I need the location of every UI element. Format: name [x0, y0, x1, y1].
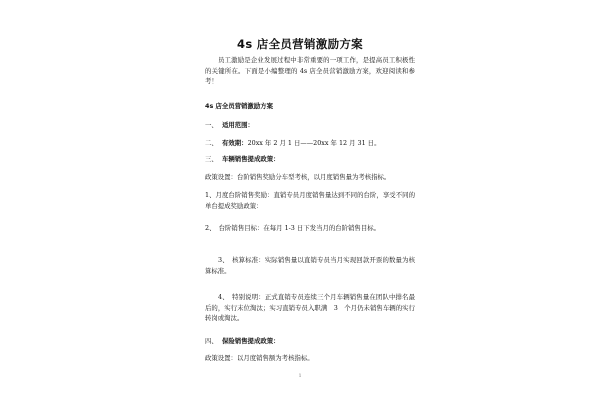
- section-number: 一、: [205, 121, 218, 129]
- section-label: 保险销售提成政策：: [222, 337, 280, 345]
- item-monthly-reward: 1、月度台阶销售奖励：直销专员月度销售量达到不同的台阶，享受不同的单台提成奖励政策：: [205, 191, 415, 210]
- item-accounting-standard: 3、 核算标准：实际销售量以直销专员当月实现回款开票的数量为核算标准。: [205, 256, 415, 275]
- intro-paragraph: 员工激励是企业发展过程中非常重要的一项工作，是提高员工积极性的关键所在。下面是小编整理的 4s 店全员营销激励方案，欢迎阅读和参考！: [205, 56, 415, 85]
- section-vehicle-commission: [205, 154, 280, 164]
- item-special-note: 4、 特别说明：正式直销专员连续三个月车辆销售量在团队中排名最后的，实行末位淘汰；实习直销专员入职满 3 个月仍未销售车辆的实行转岗或淘汰。: [205, 293, 415, 322]
- item-sales-target: 2、 台阶销售目标：在每月 1-3 日下发当月的台阶销售目标。: [205, 224, 380, 232]
- section-text: 20xx 年 2 月 1 日——20xx 年 12 月 31 日。: [247, 139, 381, 147]
- page-number: 1: [298, 374, 302, 379]
- policy-paragraph-vehicle: 政策设置：台阶销售奖励分车型考核，以月度销售量为考核指标。: [205, 173, 391, 181]
- plan-subtitle: 4s 店全员营销激励方案: [205, 102, 273, 110]
- section-scope: [205, 120, 254, 130]
- section-number: 三、: [205, 155, 218, 163]
- document-title: 4s 店全员营销激励方案: [237, 37, 363, 51]
- section-label: 有效期：: [222, 139, 248, 147]
- section-insurance-commission: [205, 336, 280, 346]
- section-label: 适用范围：: [222, 121, 254, 129]
- section-label: 车辆销售提成政策：: [222, 155, 280, 163]
- policy-paragraph-insurance: 政策设置：以月度销售额为考核指标。: [205, 354, 314, 362]
- section-validity: [205, 138, 380, 148]
- section-number: 二、: [205, 139, 218, 147]
- section-number: 四、: [205, 337, 218, 345]
